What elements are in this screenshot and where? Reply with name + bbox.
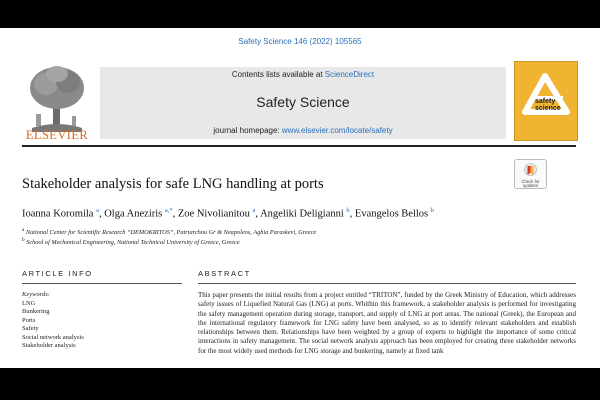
cover-label — [535, 98, 561, 112]
article-info-divider — [22, 283, 182, 284]
check-for-updates-badge[interactable] — [514, 159, 547, 189]
author-separator: , — [255, 208, 261, 220]
homepage-line — [100, 126, 506, 135]
affiliation-b — [22, 237, 240, 246]
badge-line2: updates — [523, 183, 538, 189]
homepage-prefix: journal homepage: — [213, 126, 282, 135]
author-separator: , — [172, 208, 178, 220]
keyword-item: LNG — [22, 300, 36, 307]
keyword-item: Social network analysis — [22, 333, 84, 341]
keywords-label: Keywords: — [22, 291, 50, 298]
journal-citation-link[interactable]: Safety Science 146 (2022) 105565 — [238, 37, 362, 46]
cover-label-line1: safety — [535, 98, 556, 105]
abstract-divider — [198, 283, 576, 284]
author-name[interactable]: Angeliki Deligianni — [260, 208, 344, 220]
abstract-text: This paper presents the initial results from a project entitled “TRITON”, funded by the Greek Ministry of Education, which addresses safety issues of Liquefied Natural Gas (LNG) at ports. Whithin this framework, a stakeholder analysis is performed for investigating the safety management operation during storage, transport, and supply of LNG at port areas. The national (Greek), the European and the international regulatory framework for LNG safety have been analysed, so as to identify relevant stakeholders and establish relationships between them. Relationships have been weighted by a group of experts to highlight the importance of some critical interactions in safety management. The social network analysis approach has been employed for creating three stakeholder networks for the most widely used methods for LNG storage and bunkering, namely at fixed tank — [198, 291, 576, 355]
keyword-item: Safety — [22, 325, 39, 333]
keyword-item: Bunkering — [22, 308, 50, 316]
article-page — [0, 28, 600, 368]
affiliation-a — [22, 227, 316, 236]
affiliation-mark[interactable]: b — [346, 207, 350, 214]
journal-banner — [100, 67, 506, 139]
author-name[interactable]: Ioanna Koromila — [22, 208, 94, 220]
author-separator: , — [349, 208, 355, 220]
journal-homepage-link[interactable]: www.elsevier.com/locate/safety — [281, 126, 393, 135]
check-for-updates-label — [515, 180, 546, 189]
author-list — [22, 207, 434, 220]
affiliation-mark[interactable]: b — [430, 207, 434, 214]
badge-line1: Check for — [521, 179, 540, 184]
bookmark-icon — [524, 163, 537, 179]
journal-cover-thumbnail[interactable] — [514, 61, 578, 141]
elsevier-logo-text: ELSEVIER — [25, 128, 89, 142]
header-divider — [22, 145, 576, 147]
author-name[interactable]: Olga Aneziris — [104, 208, 163, 220]
keyword-item: Ports — [22, 316, 36, 324]
article-title: Stakeholder analysis for safe LNG handling at ports — [22, 176, 324, 192]
affiliation-a-text: National Center for Scientific Research “DEMOKRITOS”, Patriarchou Gr & Neapoleos, Aghia Paraskevi, Greece — [25, 229, 317, 237]
author-name[interactable]: Zoe Nivolianitou — [177, 208, 250, 220]
abstract-heading: ABSTRACT — [198, 269, 251, 278]
sciencedirect-link[interactable]: ScienceDirect — [324, 70, 375, 79]
author-separator: , — [98, 208, 105, 220]
cover-label-line2: science — [535, 105, 561, 112]
affiliation-mark[interactable]: a — [96, 207, 99, 214]
contents-prefix: Contents lists available at — [231, 70, 325, 79]
article-info-heading: ARTICLE INFO — [22, 269, 93, 278]
affiliation-b-mark: b — [22, 237, 25, 243]
affiliation-mark[interactable]: a,* — [164, 207, 173, 214]
keyword-item: Stakeholder analysis — [22, 342, 76, 350]
affiliation-mark[interactable]: a — [252, 207, 256, 214]
affiliation-b-text: School of Mechanical Engineering, National Technical University of Greece, Greece — [26, 239, 240, 247]
keyword-list — [22, 300, 84, 350]
author-name[interactable]: Evangelos Bellos — [354, 208, 429, 220]
journal-title: Safety Science — [256, 94, 350, 110]
contents-line — [100, 70, 506, 79]
affiliation-a-mark: a — [22, 227, 25, 233]
